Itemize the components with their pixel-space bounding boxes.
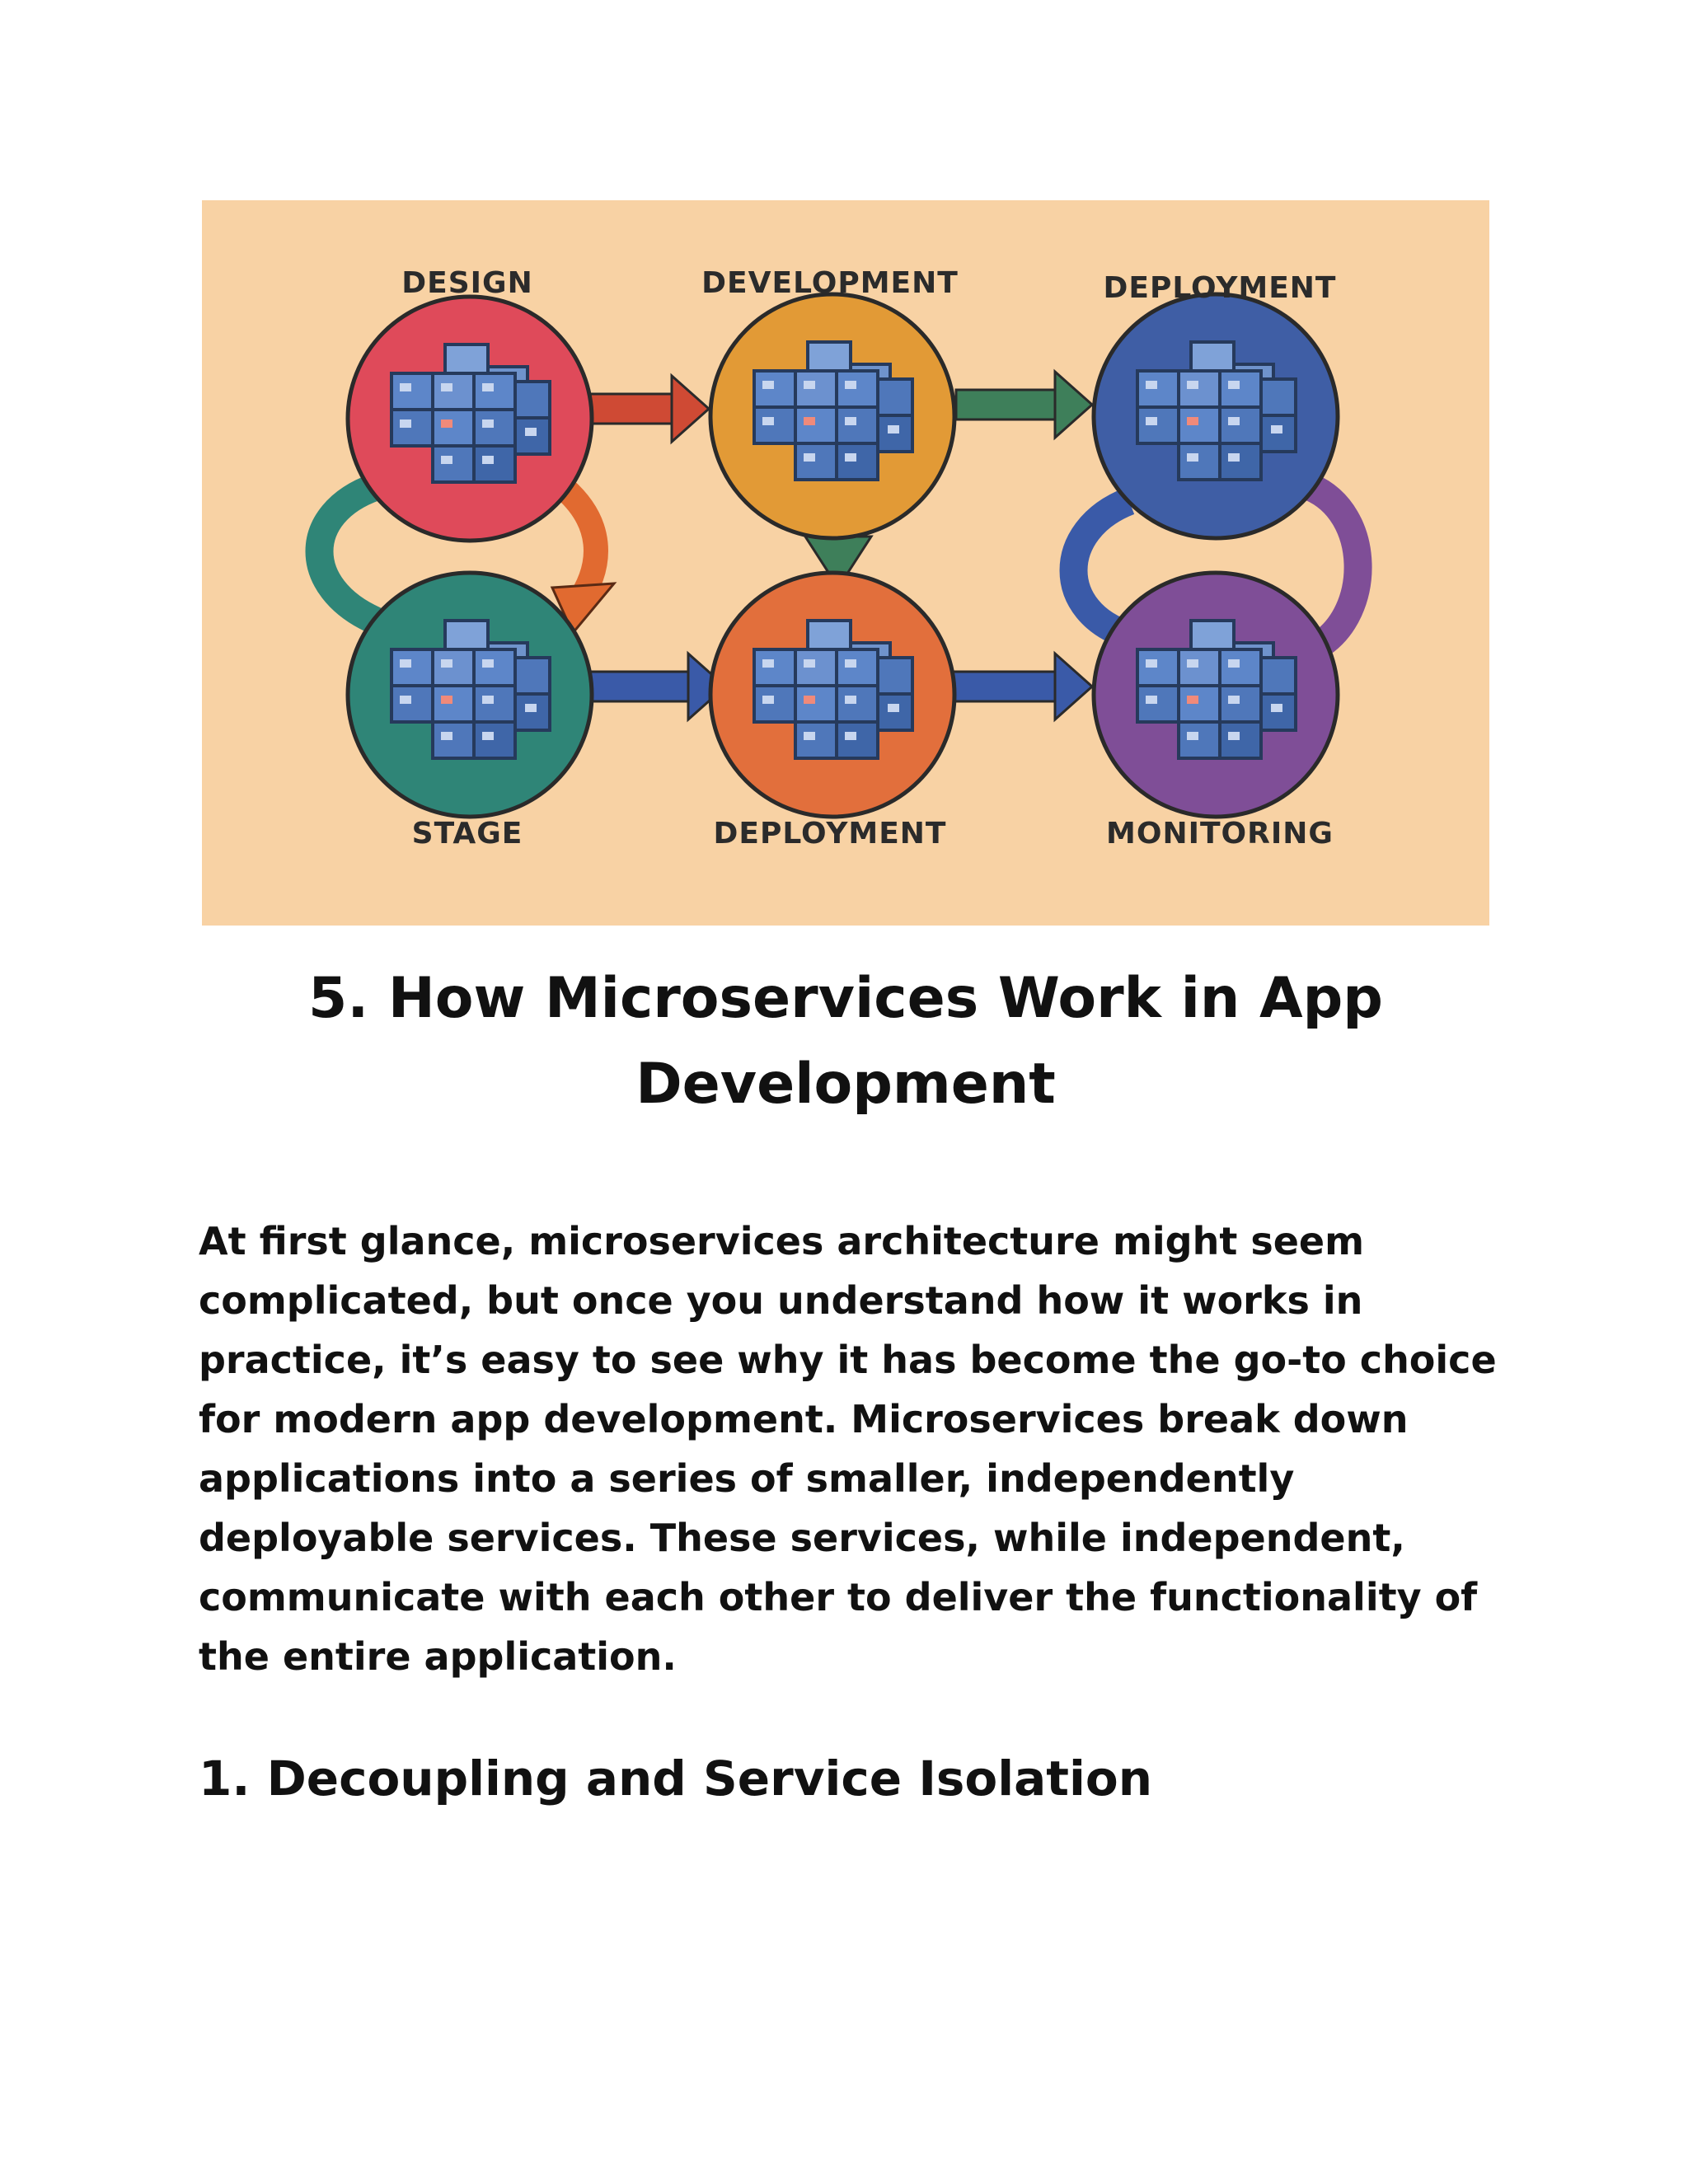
- stage-label: STAGE: [411, 817, 523, 851]
- diagram-canvas: [202, 200, 1489, 926]
- intro-paragraph: At first glance, microservices architecture might seem complicated, but once you understand how it works in practice, it’s easy to see why it has become the go-to choice for modern app development. Microservices break down applications into a series of smaller, independently deployable services. These services, while independent, communicate with each other to deliver the functionality of the entire application.: [199, 1219, 1497, 1679]
- stage-label: DEVELOPMENT: [701, 266, 959, 300]
- stage-label: DEPLOYMENT: [1103, 271, 1337, 305]
- microservices-lifecycle-diagram: [202, 200, 1489, 926]
- subsection-heading: 1. Decoupling and Service Isolation: [199, 1750, 1153, 1807]
- section-heading: 5. How Microservices Work in App Development: [308, 966, 1383, 1117]
- stage-label: DEPLOYMENT: [713, 817, 947, 851]
- stage-label: MONITORING: [1106, 817, 1334, 851]
- stage-label: DESIGN: [401, 266, 533, 300]
